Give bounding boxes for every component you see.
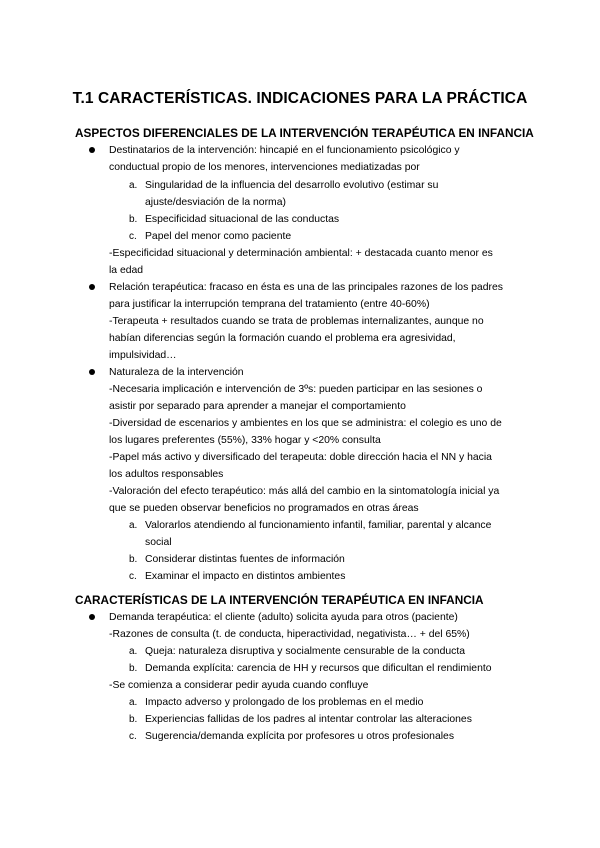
list-marker: a. bbox=[129, 697, 138, 708]
bullet-icon bbox=[89, 284, 95, 290]
list-item-text: Singularidad de la influencia del desarrollo evolutivo (estimar su bbox=[145, 180, 439, 191]
text-line: -Necesaria implicación e intervención de 3ºs: pueden participar en las sesiones o bbox=[109, 384, 483, 395]
page-title: T.1 CARACTERÍSTICAS. INDICACIONES PARA LA PRÁCTICA bbox=[72, 90, 528, 107]
list-marker: c. bbox=[129, 231, 137, 242]
bullet-icon bbox=[89, 147, 95, 153]
list-marker: c. bbox=[129, 571, 137, 582]
list-item-text: Demanda explícita: carencia de HH y recursos que dificultan el rendimiento bbox=[145, 663, 492, 674]
list-item-text: ajuste/desviación de la norma) bbox=[145, 197, 286, 208]
text-line: Naturaleza de la intervención bbox=[109, 367, 244, 378]
text-line: los adultos responsables bbox=[109, 469, 224, 480]
text-line: -Papel más activo y diversificado del terapeuta: doble dirección hacia el NN y hacia bbox=[109, 452, 492, 463]
list-marker: c. bbox=[129, 731, 137, 742]
text-line: -Diversidad de escenarios y ambientes en los que se administra: el colegio es uno de bbox=[109, 418, 502, 429]
list-item-text: Queja: naturaleza disruptiva y socialmente censurable de la conducta bbox=[145, 646, 465, 657]
list-item-text: Experiencias fallidas de los padres al intentar controlar las alteraciones bbox=[145, 714, 472, 725]
list-marker: a. bbox=[129, 180, 138, 191]
text-line: conductual propio de los menores, intervenciones mediatizadas por bbox=[109, 162, 420, 173]
text-line: -Se comienza a considerar pedir ayuda cuando confluye bbox=[109, 680, 369, 691]
text-line: la edad bbox=[109, 265, 144, 276]
text-line: Relación terapéutica: fracaso en ésta es una de las principales razones de los padres bbox=[109, 282, 503, 293]
text-line: habían diferencias según la formación cuando el problema era agresividad, bbox=[109, 333, 456, 344]
text-line: -Terapeuta + resultados cuando se trata de problemas internalizantes, aunque no bbox=[109, 316, 484, 327]
list-marker: a. bbox=[129, 520, 138, 531]
list-item-text: Examinar el impacto en distintos ambientes bbox=[145, 571, 346, 582]
text-line: los lugares preferentes (55%), 33% hogar y <20% consulta bbox=[109, 435, 381, 446]
list-item-text: Considerar distintas fuentes de información bbox=[145, 554, 345, 565]
section-heading-caracteristicas: CARACTERÍSTICAS DE LA INTERVENCIÓN TERAPÉUTICA EN INFANCIA bbox=[75, 593, 484, 607]
list-marker: a. bbox=[129, 646, 138, 657]
text-line: que se pueden observar beneficios no programados en otras áreas bbox=[109, 503, 419, 514]
text-line: -Especificidad situacional y determinación ambiental: + destacada cuanto menor es bbox=[109, 248, 493, 259]
text-line: -Razones de consulta (t. de conducta, hiperactividad, negativista… + del 65%) bbox=[109, 629, 470, 640]
text-line: asistir por separado para aprender a manejar el comportamiento bbox=[109, 401, 406, 412]
text-line: para justificar la interrupción temprana del tratamiento (entre 40-60%) bbox=[109, 299, 430, 310]
list-marker: b. bbox=[129, 554, 138, 565]
list-item-text: social bbox=[145, 537, 172, 548]
text-line: -Valoración del efecto terapéutico: más allá del cambio en la sintomatología inicial ya bbox=[109, 486, 500, 497]
list-item-text: Sugerencia/demanda explícita por profesores u otros profesionales bbox=[145, 731, 455, 742]
list-item-text: Especificidad situacional de las conductas bbox=[145, 214, 340, 225]
list-item-text: Valorarlos atendiendo al funcionamiento infantil, familiar, parental y alcance bbox=[145, 520, 492, 531]
text-line: Destinatarios de la intervención: hincapié en el funcionamiento psicológico y bbox=[109, 145, 460, 156]
bullet-icon bbox=[89, 614, 95, 620]
section-heading-aspectos: ASPECTOS DIFERENCIALES DE LA INTERVENCIÓN TERAPÉUTICA EN INFANCIA bbox=[75, 126, 534, 140]
list-item-text: Impacto adverso y prolongado de los problemas en el medio bbox=[145, 697, 424, 708]
bullet-icon bbox=[89, 369, 95, 375]
list-item-text: Papel del menor como paciente bbox=[145, 231, 292, 242]
list-marker: b. bbox=[129, 663, 138, 674]
list-marker: b. bbox=[129, 714, 138, 725]
list-marker: b. bbox=[129, 214, 138, 225]
text-line: Demanda terapéutica: el cliente (adulto) solicita ayuda para otros (paciente) bbox=[109, 612, 458, 623]
text-line: impulsividad… bbox=[109, 350, 177, 361]
